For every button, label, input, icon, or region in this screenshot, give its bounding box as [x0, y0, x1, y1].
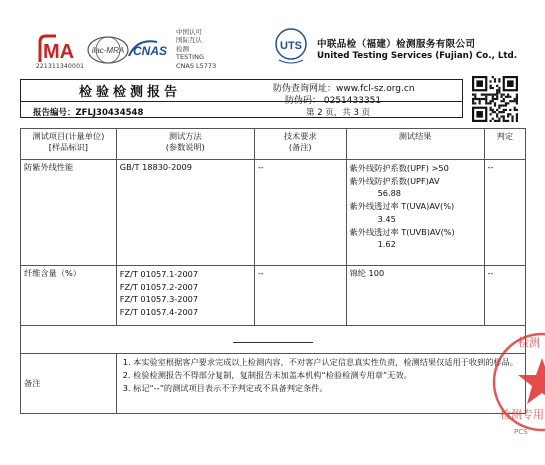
header-method: 测试方法 (参数说明) [116, 129, 254, 160]
inspection-seal-stamp-icon [480, 320, 545, 440]
row-result: 紫外线防护系数(UPF) >50 紫外线防护系数(UPF)AV 56.88 紫外线透过率 T(UVA)AV(%) 3.45 紫外线透过率 T(UVB)AV(%) 1.62 [346, 160, 484, 266]
uts-logo-text: UTS [280, 40, 302, 52]
qr-code-icon [472, 76, 518, 122]
anti-fake-code: 防伪码： 0251433351 [285, 96, 382, 106]
header-result: 测试结果 [346, 129, 484, 160]
header-requirement: 技术要求 (备注) [254, 129, 346, 160]
header-item: 测试项目(计量单位) [样品标识] [21, 129, 117, 160]
anti-fake-url: 防伪查询网址：www.fcl-sz.org.cn [273, 84, 415, 94]
notes-content [116, 354, 525, 414]
seal-text-side: 检测专用 [500, 408, 544, 421]
row-method: FZ/T 01057.1-2007 FZ/T 01057.2-2007 FZ/T 01057.3-2007 FZ/T 01057.4-2007 [116, 266, 254, 326]
ilac-mra-logo-icon [86, 33, 130, 67]
row-verdict: -- [484, 160, 525, 266]
report-number: 报告编号：ZFLJ30434548 [33, 108, 144, 118]
cma-logo-icon [30, 32, 85, 66]
row-result: 锦纶 100 [346, 266, 484, 326]
note-item: 1. 本实验室根据客户要求完成以上检测内容，不对客户认定信息真实性负责，检测结果仅适用于收到的样品。 [122, 357, 518, 367]
end-marker-line [233, 342, 313, 343]
table-row [21, 266, 526, 326]
page-number: 第 2 页，共 3 页 [306, 108, 371, 118]
notes-label: 备注 [21, 354, 117, 414]
company-name-en: United Testing Services (Fujian) Co., Ltd. [317, 51, 518, 61]
end-marker-cell [21, 326, 526, 354]
uts-logo-icon [273, 26, 309, 66]
accreditation-text: 中国认可 国际互认 检测 TESTING CNAS L5773 [176, 28, 217, 70]
report-title: 检验检测报告 [78, 85, 181, 100]
table-header-row [21, 129, 526, 160]
row-verdict: -- [484, 266, 525, 326]
row-method: GB/T 18830-2009 [116, 160, 254, 266]
note-item: 2. 检验检测报告不得部分复制，复制报告未加盖本机构“检验检测专用章”无效。 [122, 370, 412, 380]
cnas-logo-text: CNAS [132, 44, 168, 58]
seal-text-bottom: PCS [514, 428, 528, 436]
table-row [21, 160, 526, 266]
cma-code: 221311340001 [35, 63, 85, 70]
row-item: 纤维含量（%） [21, 266, 117, 326]
header-verdict: 判定 [484, 129, 525, 160]
note-item: 3. 标记“--”的测试项目表示不予判定或不具备判定条件。 [122, 383, 328, 393]
seal-text-top: 检测 [518, 336, 540, 349]
results-table [20, 128, 526, 414]
row-item: 防紫外线性能 [21, 160, 117, 266]
cnas-logo-icon [127, 36, 173, 64]
ilac-logo-text: ilac-MRA [91, 46, 125, 55]
end-marker-row [21, 326, 526, 354]
cma-logo-text: MA [43, 41, 75, 63]
row-requirement: -- [254, 160, 346, 266]
company-name-cn: 中联品检（福建）检测服务有限公司 [317, 39, 476, 50]
notes-row [21, 354, 526, 414]
row-requirement: -- [254, 266, 346, 326]
